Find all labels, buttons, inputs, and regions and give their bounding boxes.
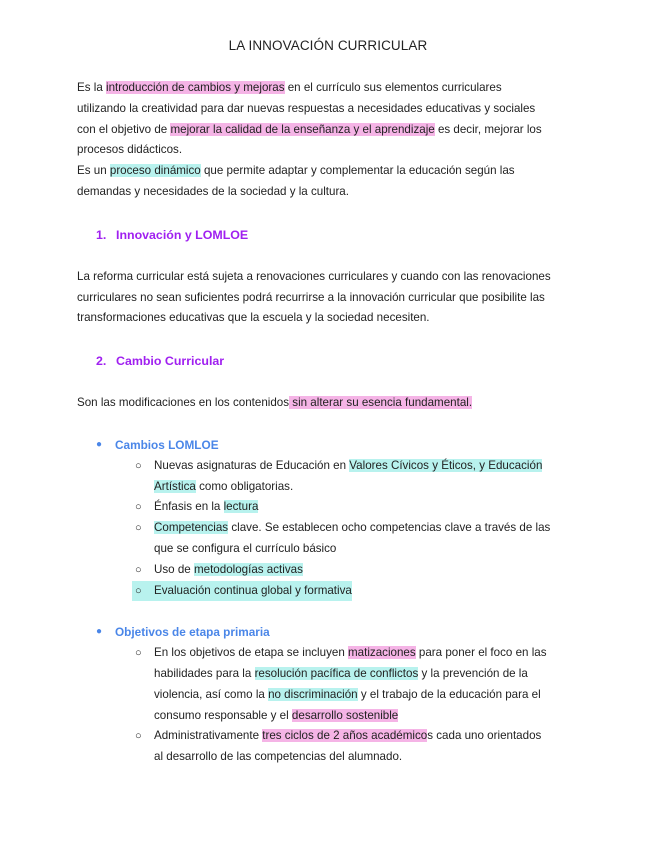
- text: Es la: [77, 81, 106, 94]
- highlight: resolución pacífica de conflictos: [254, 666, 419, 680]
- bullet-label: Cambios LOMLOE: [115, 437, 219, 452]
- text: demandas y necesidades de la sociedad y la cultura.: [77, 184, 349, 198]
- text: Son las modificaciones en los contenidos: [77, 396, 290, 410]
- text: es decir, mejorar los: [434, 122, 542, 136]
- text: como obligatorias.: [195, 479, 294, 493]
- bullet-label: Objetivos de etapa primaria: [115, 625, 270, 640]
- text: y la prevención de la: [418, 666, 528, 680]
- text: que se configura el currículo básico: [154, 541, 337, 555]
- highlight: proceso dinámico: [109, 164, 201, 178]
- heading-number: 1.: [96, 227, 107, 242]
- heading-number: 2.: [96, 354, 107, 369]
- list-item: [135, 726, 579, 768]
- bullet-dot-icon: ●: [96, 438, 103, 450]
- section-heading: [77, 351, 579, 371]
- highlight: Artística: [154, 479, 196, 493]
- text: curriculares no sean suficientes podrá recurrirse a la innovación curricular que posibilite las: [77, 290, 545, 304]
- section2-paragraph: [77, 393, 579, 414]
- circle-bullet-icon: ○: [135, 584, 142, 597]
- circle-bullet-icon: ○: [135, 522, 142, 535]
- intro-paragraph: [77, 78, 579, 203]
- circle-bullet-icon: ○: [135, 563, 142, 576]
- document-title: LA INNOVACIÓN CURRICULAR: [228, 38, 428, 53]
- circle-bullet-icon: ○: [135, 501, 142, 514]
- list-item: [135, 518, 579, 560]
- text: utilizando la creatividad para dar nuevas respuestas a necesidades educativas y sociales: [77, 101, 536, 115]
- highlight: Valores Cívicos y Éticos, y Educación: [349, 458, 543, 472]
- list-item: [135, 560, 579, 581]
- list-item: [132, 581, 579, 602]
- text: Evaluación continua global y formativa: [154, 583, 352, 597]
- text: Administrativamente: [154, 729, 263, 743]
- text: procesos didácticos.: [77, 143, 183, 157]
- highlight: tres ciclos de 2 años académico: [262, 729, 428, 743]
- highlight: Competencias: [154, 521, 229, 535]
- text: s cada uno orientados: [427, 729, 542, 743]
- text: para poner el foco en las: [415, 646, 547, 660]
- text: violencia, así como la: [154, 687, 269, 701]
- text: en el currículo sus elementos curriculares: [284, 81, 502, 94]
- heading-text: Cambio Curricular: [116, 354, 225, 369]
- text: Énfasis en la: [154, 500, 224, 514]
- text: con el objetivo de: [77, 122, 171, 136]
- highlight-block: [132, 581, 352, 602]
- sublist-cambios: [77, 456, 579, 602]
- circle-bullet-icon: ○: [135, 730, 142, 743]
- text: Es un: [77, 164, 110, 178]
- circle-bullet-icon: ○: [135, 647, 142, 660]
- text: Nuevas asignaturas de Educación en: [154, 458, 350, 472]
- sublist-objetivos: [77, 643, 579, 768]
- text: En los objetivos de etapa se incluyen: [154, 646, 348, 660]
- highlight: metodologías activas: [193, 562, 303, 576]
- text: que permite adaptar y complementar la educación según las: [200, 164, 515, 178]
- text: habilidades para la: [154, 666, 255, 680]
- highlight: no discriminación: [268, 687, 358, 701]
- circle-bullet-icon: ○: [135, 459, 142, 472]
- list-item: [135, 643, 579, 726]
- text: transformaciones educativas que la escuela y la sociedad necesiten.: [77, 311, 430, 325]
- section1-paragraph: [77, 267, 579, 329]
- list-item: [135, 497, 579, 518]
- text: al desarrollo de las competencias del alumnado.: [154, 750, 403, 764]
- highlight: lectura: [223, 500, 259, 514]
- text: clave. Se establecen ocho competencias clave a través de las: [228, 521, 551, 535]
- highlight: desarrollo sostenible: [291, 708, 399, 722]
- highlight: sin alterar su esencia fundamental.: [289, 396, 473, 410]
- list-item: [135, 456, 579, 498]
- highlight: mejorar la calidad de la enseñanza y el aprendizaje: [170, 122, 435, 136]
- bullet-objetivos-primaria: [77, 622, 579, 643]
- text: La reforma curricular está sujeta a renovaciones curriculares y cuando con las renovaciones: [77, 269, 551, 283]
- highlight: introducción de cambios y mejoras: [106, 81, 285, 94]
- text: y el trabajo de la educación para el: [357, 687, 541, 701]
- text: Uso de: [154, 562, 194, 576]
- heading-text: Innovación y LOMLOE: [116, 227, 249, 242]
- highlight: matizaciones: [348, 646, 416, 660]
- bullet-cambios-lomloe: [77, 435, 579, 456]
- section-heading: [77, 225, 579, 245]
- text: consumo responsable y el: [154, 708, 292, 722]
- bullet-dot-icon: ●: [96, 626, 103, 638]
